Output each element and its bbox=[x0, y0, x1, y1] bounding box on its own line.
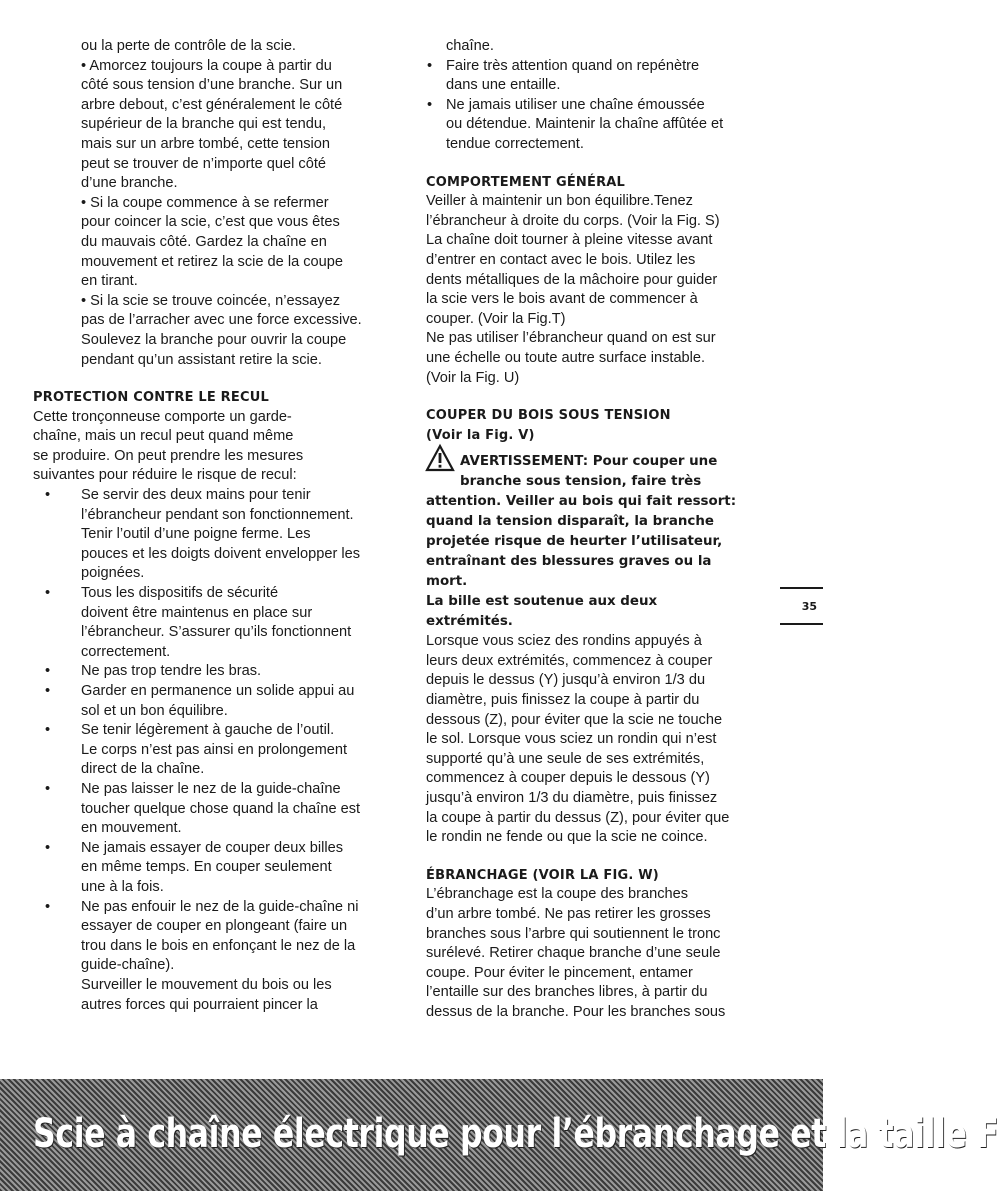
bullet-line: direct de la chaîne. bbox=[81, 761, 205, 778]
text-line: la coupe à partir du dessus (Z), pour éviter que bbox=[426, 809, 730, 826]
text-line: une échelle ou toute autre surface instable. bbox=[426, 349, 706, 366]
text-line: l’ébrancheur à droite du corps. (Voir la Fig. S) bbox=[426, 212, 720, 229]
page-number: 35 bbox=[801, 600, 817, 613]
bullet-line: guide-chaîne). bbox=[81, 957, 175, 974]
warning-triangle-icon bbox=[426, 445, 454, 471]
lead-line: ou la perte de contrôle de la scie. bbox=[81, 38, 296, 54]
tail-line: autres forces qui pourraient pincer la bbox=[81, 996, 318, 1013]
bullet-line: • Faire très attention quand on repénètre bbox=[446, 57, 700, 74]
tip-line: mais sur un arbre tombé, cette tension bbox=[81, 135, 331, 152]
text-line: le rondin ne fende ou que la scie ne coince. bbox=[426, 829, 708, 846]
text-line: depuis le dessus (Y) jusqu’à environ 1/3 du bbox=[426, 672, 706, 689]
cutting-tips bbox=[33, 57, 398, 371]
text-line: le sol. Lorsque vous sciez un rondin qui n’est bbox=[426, 731, 717, 748]
warning-line: branche sous tension, faire très bbox=[460, 474, 702, 490]
bullet-line: • Ne jamais utiliser une chaîne émoussée bbox=[446, 96, 705, 113]
text-line: couper. (Voir la Fig.T) bbox=[426, 310, 566, 327]
tail-line: Surveiller le mouvement du bois ou les bbox=[81, 976, 332, 993]
continued-line: chaîne. bbox=[446, 38, 494, 54]
text-line: la scie vers le bois avant de commencer à bbox=[426, 291, 698, 308]
bullet-line: • Ne jamais essayer de couper deux billes bbox=[81, 839, 344, 856]
bullet-line: une à la fois. bbox=[81, 878, 164, 895]
warning-block bbox=[426, 445, 776, 592]
text-line: Ne pas utiliser l’ébrancheur quand on est sur bbox=[426, 330, 716, 347]
bullet-line: l’ébrancheur. S’assurer qu’ils fonctionnent bbox=[81, 624, 352, 641]
text-line: diamètre, puis finissez la coupe à partir du bbox=[426, 692, 700, 709]
text-line: jusqu’à environ 1/3 du diamètre, puis finissez bbox=[426, 790, 718, 807]
support-line: extrémités. bbox=[426, 614, 513, 630]
bullet-line: • Tous les dispositifs de sécurité bbox=[81, 585, 279, 602]
bullet-line: sol et un bon équilibre. bbox=[81, 702, 228, 719]
tip-line: pendant qu’un assistant retire la scie. bbox=[81, 351, 322, 368]
text-line: d’un arbre tombé. Ne pas retirer les grosses bbox=[426, 906, 711, 922]
text-line: Veiller à maintenir un bon équilibre.Tenez bbox=[426, 193, 693, 210]
tip-line: arbre debout, c’est généralement le côté bbox=[81, 96, 343, 113]
left-column bbox=[33, 37, 398, 1015]
tension-heading: COUPER DU BOIS SOUS TENSION bbox=[426, 408, 671, 424]
tail-paragraph bbox=[33, 976, 398, 1015]
tip-line: • Amorcez toujours la coupe à partir du bbox=[81, 57, 332, 74]
bullet-line: • Ne pas trop tendre les bras. bbox=[81, 663, 262, 680]
warning-text: AVERTISSEMENT: Pour couper une bbox=[460, 454, 718, 470]
text-line: supporté qu’à une seule de ses extrémités, bbox=[426, 750, 705, 767]
bullet-item bbox=[33, 721, 398, 780]
general-paragraph bbox=[426, 192, 776, 388]
text-line: (Voir la Fig. U) bbox=[426, 369, 520, 386]
intro-line: chaîne, mais un recul peut quand même bbox=[33, 428, 294, 445]
bullet-line: ou détendue. Maintenir la chaîne affûtée et bbox=[446, 116, 724, 133]
bullet-line: Tenir l’outil d’une poigne ferme. Les bbox=[81, 526, 311, 543]
text-line: dessus de la branche. Pour les branches sous bbox=[426, 1003, 726, 1020]
text-line: d’entrer en contact avec le bois. Utilez les bbox=[426, 251, 696, 268]
banner-title: Scie à chaîne électrique pour l’ébranchage et la taille F bbox=[33, 1111, 998, 1157]
text-line: branches sous l’arbre qui soutiennent le tronc bbox=[426, 925, 721, 942]
warning-line: quand la tension disparaît, la branche bbox=[426, 514, 714, 530]
intro-line: Cette tronçonneuse comporte un garde- bbox=[33, 408, 292, 425]
text-line: dents métalliques de la mâchoire pour guider bbox=[426, 271, 718, 288]
bullet-line: dans une entaille. bbox=[446, 77, 561, 94]
tip-line: • Si la scie se trouve coincée, n’essayez bbox=[81, 292, 341, 309]
bullet-line: toucher quelque chose quand la chaîne est bbox=[81, 800, 361, 817]
tip-line: pour coincer la scie, c’est que vous êtes bbox=[81, 214, 340, 231]
tip-line: du mauvais côté. Gardez la chaîne en bbox=[81, 233, 327, 250]
text-line: commencez à couper depuis le dessous (Y) bbox=[426, 770, 710, 787]
intro-line: se produire. On peut prendre les mesures bbox=[33, 447, 304, 464]
bullet-item bbox=[426, 96, 776, 155]
bullet-item bbox=[33, 780, 398, 839]
bullet-line: • Se tenir légèrement à gauche de l’outil. bbox=[81, 722, 335, 739]
bullet-line: correctement. bbox=[81, 643, 171, 660]
text-line: La chaîne doit tourner à pleine vitesse avant bbox=[426, 232, 713, 249]
bullet-line: l’ébrancheur pendant son fonctionnement. bbox=[81, 506, 354, 523]
bullet-item bbox=[33, 662, 398, 682]
tip-line: mouvement et retirez la scie de la coupe bbox=[81, 253, 344, 270]
tip-line: supérieur de la branche qui est tendu, bbox=[81, 116, 327, 133]
text-line: coupe. Pour éviter le pincement, entamer bbox=[426, 964, 693, 981]
bullet-line: pouces et les doigts doivent envelopper les bbox=[81, 545, 361, 562]
recoil-bullet-list bbox=[33, 486, 398, 976]
warning-line: projetée risque de heurter l’utilisateur, bbox=[426, 534, 723, 550]
tip-line: Soulevez la branche pour ouvrir la coupe bbox=[81, 331, 347, 348]
general-heading: COMPORTEMENT GÉNÉRAL bbox=[426, 174, 626, 190]
recoil-intro bbox=[33, 408, 398, 486]
recoil-heading: PROTECTION CONTRE LE RECUL bbox=[33, 390, 269, 406]
bullet-item bbox=[33, 584, 398, 662]
warning-line: attention. Veiller au bois qui fait ressort: bbox=[426, 494, 737, 510]
bullet-line: • Se servir des deux mains pour tenir bbox=[81, 487, 311, 504]
support-note bbox=[426, 592, 776, 632]
tip-line: • Si la coupe commence à se refermer bbox=[81, 194, 329, 211]
warning-line: mort. bbox=[426, 574, 468, 590]
bullet-line: tendue correctement. bbox=[446, 135, 584, 152]
right-column bbox=[426, 37, 776, 1023]
text-line: leurs deux extrémités, commencez à couper bbox=[426, 652, 713, 669]
tension-subheading: (Voir la Fig. V) bbox=[426, 427, 535, 443]
limbing-paragraph bbox=[426, 885, 776, 1022]
tip-line: pas de l’arracher avec une force excessive. bbox=[81, 312, 362, 329]
bullet-line: Le corps n’est pas ainsi en prolongement bbox=[81, 741, 348, 758]
bullet-line: essayer de couper en plongeant (faire un bbox=[81, 918, 348, 935]
bullet-line: doivent être maintenus en place sur bbox=[81, 604, 313, 621]
tip-line: côté sous tension d’une branche. Sur un bbox=[81, 77, 343, 94]
bullet-item bbox=[33, 682, 398, 721]
limbing-heading: ÉBRANCHAGE (VOIR LA FIG. W) bbox=[426, 867, 659, 883]
bullet-item bbox=[33, 898, 398, 976]
bullet-item bbox=[33, 839, 398, 898]
tension-paragraph bbox=[426, 632, 776, 848]
text-line: l’entaille sur des branches libres, à partir du bbox=[426, 984, 708, 1001]
text-line: Lorsque vous sciez des rondins appuyés à bbox=[426, 633, 702, 650]
bullet-line: • Ne pas enfouir le nez de la guide-chaîne ni bbox=[81, 898, 359, 915]
bullet-line: poignées. bbox=[81, 565, 145, 582]
text-line: dessous (Z), pour éviter que la scie ne touche bbox=[426, 711, 723, 728]
support-line: La bille est soutenue aux deux bbox=[426, 594, 658, 610]
tip-line: en tirant. bbox=[81, 273, 138, 290]
bullet-line: trou dans le bois en enfonçant le nez de la bbox=[81, 937, 356, 954]
text-line: L’ébranchage est la coupe des branches bbox=[426, 886, 689, 903]
tip-line: peut se trouver de n’importe quel côté bbox=[81, 155, 326, 172]
intro-line: suivantes pour réduire le risque de recul: bbox=[33, 467, 297, 484]
warning-line: entraînant des blessures graves ou la bbox=[426, 554, 712, 570]
bullet-item bbox=[426, 57, 776, 96]
bullet-line: • Ne pas laisser le nez de la guide-chaîne bbox=[81, 780, 341, 797]
text-line: surélevé. Retirer chaque branche d’une seule bbox=[426, 945, 721, 962]
bullet-line: en mouvement. bbox=[81, 820, 182, 837]
tip-line: d’une branche. bbox=[81, 175, 178, 192]
bullet-line: en même temps. En couper seulement bbox=[81, 859, 332, 876]
bullet-item bbox=[33, 486, 398, 584]
bullet-line: • Garder en permanence un solide appui au bbox=[81, 683, 355, 699]
warning-line-first bbox=[426, 445, 776, 472]
